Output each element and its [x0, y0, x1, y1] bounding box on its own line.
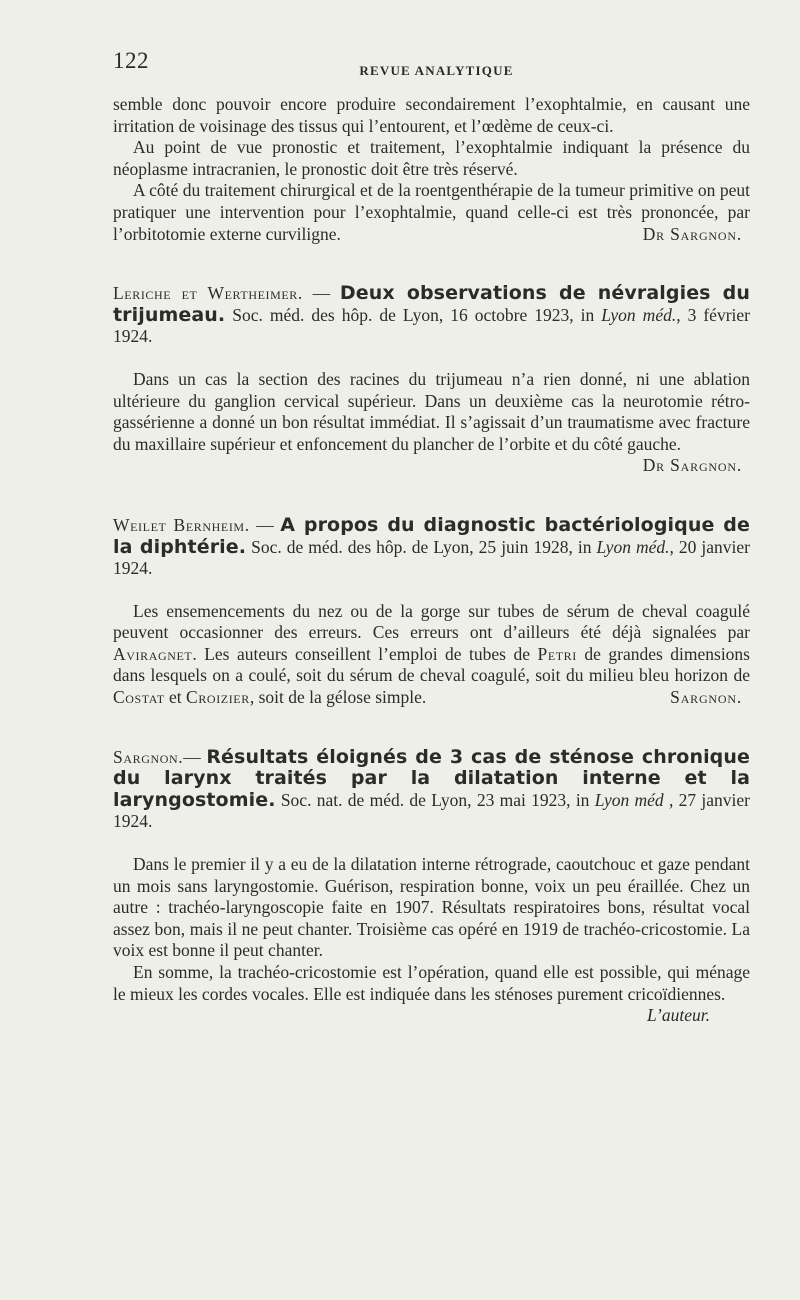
article-title: Résultats éloignés de 3 cas de sténose chronique du larynx traités par la dilatation interne et la laryngostomie.	[113, 745, 750, 811]
article-authors: Leriche et Wertheimer.	[113, 283, 303, 304]
intro-section	[113, 94, 750, 245]
author-name-costat: Costat	[113, 687, 165, 708]
body-text-b: . Les auteurs conseillent l’emploi de tubes de	[192, 643, 538, 664]
intro-signature: Dr Sargnon.	[642, 223, 742, 244]
citation-dash: —	[302, 283, 340, 304]
body-text-c: de grandes dimensions dans lesquels on a coulé, soit du sérum de cheval coagulé, soit du milieu bleu horizon de	[113, 643, 750, 686]
citation-reference: Soc. nat. de méd. de Lyon, 23 mai 1923, in	[275, 789, 595, 810]
page-number: 122	[113, 48, 149, 73]
intro-paragraph-3-text: A côté du traitement chirurgical et de la roentgenthérapie de la tumeur primitive on peut pratiquer une intervention pour l’exophtalmie, quand celle-ci est très prononcée, par l’orbitotomie externe curviligne.	[113, 180, 750, 244]
intro-paragraph-3	[113, 180, 750, 245]
article-body-paragraph-1: Dans le premier il y a eu de la dilatation interne rétrograde, caoutchouc et gaze pendant un mois sans laryngostomie. Guérison, respiration bonne, voix un peu éraillée. Chez un autre : trachéo-laryngoscopie faite en 1907. Résultats respiratoires bons, résultat vocal assez bon, mais il ne peut chanter. Troisième cas opéré en 1919 de trachéo-cricostomie. La voix est bonne il peut chanter.	[113, 854, 750, 961]
author-name-aviragnet: Aviragnet	[113, 643, 193, 664]
citation-date: , 3 février 1924.	[113, 304, 750, 347]
article-body	[113, 369, 750, 477]
body-text-d: et	[164, 687, 187, 708]
article-title: A propos du diagnostic bactériologique de la diphtérie.	[113, 513, 750, 558]
citation-date: , 27 janvier 1924.	[113, 789, 751, 832]
running-head: REVUE ANALYTIQUE	[359, 63, 514, 78]
citation-date: , 20 janvier 1924.	[113, 536, 750, 579]
body-text-a: Les ensemencements du nez ou de la gorge sur tubes de sérum de cheval coagulé peuvent occasionner des erreurs. Ces erreurs ont d’ailleurs été déjà signalées par	[113, 600, 750, 643]
article-citation	[113, 283, 750, 348]
article-signature: Dr Sargnon.	[642, 455, 742, 476]
article-authors: Weilet Bernheim.	[113, 514, 250, 535]
intro-paragraph-2: Au point de vue pronostic et traitement, l’exophtalmie indiquant la présence du néoplasme intracranien, le pronostic doit être très réservé.	[113, 137, 750, 179]
body-text-e: , soit de la gélose simple.	[249, 687, 427, 708]
article-citation	[113, 747, 750, 833]
intro-paragraph-1: semble donc pouvoir encore produire secondairement l’exophtalmie, en causant une irritation de voisinage des tissus qui l’entourent, et l’œdème de ceux-ci.	[113, 94, 750, 136]
citation-reference: Soc. méd. des hôp. de Lyon, 16 octobre 1923, in	[225, 304, 602, 325]
page-header	[113, 48, 750, 94]
journal-name: Lyon méd.	[601, 304, 677, 325]
citation-dash: —	[249, 514, 281, 535]
citation-reference: Soc. de méd. des hôp. de Lyon, 25 juin 1928, in	[246, 536, 597, 557]
article-citation	[113, 515, 750, 580]
article-body-paragraph-2	[113, 962, 750, 1027]
article-signature: Sargnon.	[670, 687, 742, 708]
author-name-croizier: Croizier	[186, 687, 250, 708]
journal-name: Lyon méd.	[596, 536, 670, 557]
article-sargnon	[113, 747, 750, 1027]
citation-dash: —	[183, 746, 207, 767]
article-body-paragraph-2-text: En somme, la trachéo-cricostomie est l’opération, quand elle est possible, qui ménage le mieux les cordes vocales. Elle est indiquée dans les sténoses purement cricoïdiennes.	[113, 962, 750, 1004]
article-authors: Sargnon.	[113, 746, 184, 767]
article-signature: L’auteur.	[646, 1005, 710, 1026]
article-body	[113, 601, 750, 709]
author-name-petri: Petri	[537, 643, 577, 664]
article-body-text: Dans un cas la section des racines du trijumeau n’a rien donné, ni une ablation ultérieure du ganglion cervical supérieur. Dans un deuxième cas la neurotomie rétro-gassérienne a donné un bon résultat immédiat. Il s’agissait d’un traumatisme avec fracture du maxillaire supérieur et enfoncement du plancher de l’orbite et du côté gauche.	[113, 368, 750, 454]
article-weil-bernheim	[113, 515, 750, 709]
article-title: Deux observations de névralgies du trijumeau.	[113, 282, 750, 326]
article-leriche	[113, 283, 750, 477]
journal-name: Lyon méd	[594, 789, 664, 810]
